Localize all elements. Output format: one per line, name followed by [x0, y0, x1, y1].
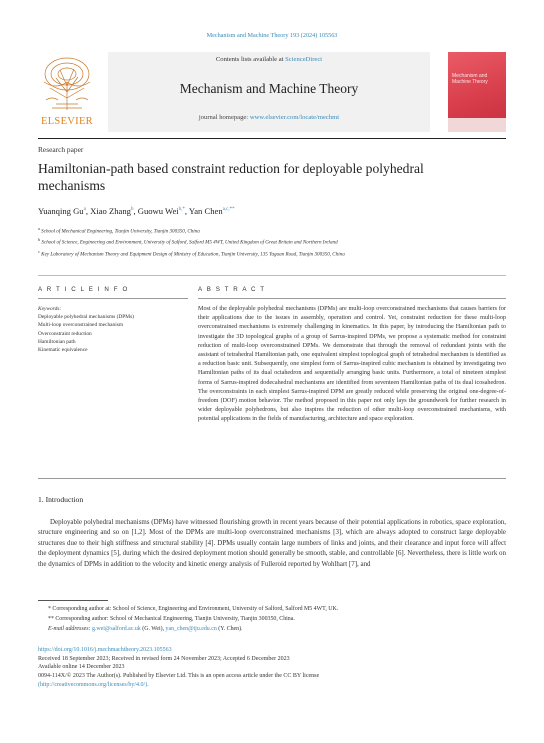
affiliation-marker: a — [38, 226, 40, 231]
author-affil-marker[interactable]: b — [130, 207, 134, 213]
email-owner: (Y. Chen). — [218, 626, 243, 633]
email-owner: (G. Wei), — [142, 626, 165, 633]
affiliations — [38, 225, 488, 259]
elsevier-wordmark: ELSEVIER — [41, 116, 93, 127]
abstract-heading: A B S T R A C T — [198, 286, 266, 293]
affiliation-marker: c — [38, 248, 40, 254]
journal-homepage-line — [108, 114, 430, 121]
author-name[interactable]: Guowu Wei — [137, 206, 179, 216]
abstract-bottom-rule — [38, 478, 506, 479]
doi-link[interactable]: https://doi.org/10.1016/j.mechmachtheory.2023.105563 — [38, 647, 172, 653]
journal-cover-thumbnail[interactable] — [448, 52, 506, 132]
keyword-item: Kinematic equivalence — [38, 347, 88, 354]
keywords-block — [38, 305, 188, 354]
author-name[interactable]: Xiao Zhang — [90, 206, 131, 216]
affiliation-text: School of Science, Engineering and Environment, University of Salford, Salford M5 4WT, United Kingdom of Great Britain and Northern Ireland — [41, 239, 338, 246]
affiliation-item — [38, 248, 488, 259]
abstract-text: Most of the deployable polyhedral mechanisms (DPMs) are multi-loop overconstrained mechanisms that causes barriers for their applications due to the issues in assembly, operation and control. Yet, constraint reduction for these multi-loop overconstrained mechanisms is extremely challenging in kinematics. In this paper, by introducing the Hamiltonian path to investigate the 3D topological graphs of a group of Sarrus-inspired DPMs, we propose a systematic method for constraint reduction of multi-loop overconstrained DPMs. We demonstrate that through the removal of redundant joints with the assistant of tetrahedral Hamiltonian path, one equivalent simplest topological graph of tetrahedral mechanism is identified as a reduction basic unit. Subsequently, one simplest form of Sarrus-inspired cubic mechanism is obtained by investigating two Hamiltonian paths of its dual octahedron and sequentially arranging basic units. Furthermore, a total of nineteen simplest forms of Sarrus-inspired dodecahedral mechanisms are identified from seventeen Hamiltonian paths of its dual icosahedron. The overconstraints in each simplest Sarrus-inspired DPM are greatly reduced while preserving the original one-degree-of-freedom (DOF) motion behavior. The method proposed in this paper not only lays the groundwork for further research in wider deployable polyhedrons, but also inspires the reduction of other multi-loop overconstrained mechanisms, with potential applications in the fields of manufacturing, architecture and space exploration. — [198, 306, 506, 423]
sciencedirect-link[interactable]: ScienceDirect — [285, 56, 323, 63]
title-divider — [38, 275, 506, 276]
footnote-corresponding-2: ** Corresponding author: School of Mechanical Engineering, Tianjin University, Tianjin 300350, China. — [48, 616, 295, 623]
license-link[interactable]: (http://creativecommons.org/licenses/by/4.0/). — [38, 681, 149, 688]
abstract-rule — [198, 298, 506, 299]
masthead-banner — [108, 52, 430, 132]
article-info-rule — [38, 298, 188, 299]
homepage-prefix: journal homepage: — [198, 114, 249, 121]
email-link[interactable]: g.wei@salford.ac.uk — [91, 626, 141, 633]
cover-title: Mechanism and Machine Theory — [452, 73, 488, 85]
cover-band — [448, 118, 506, 132]
author-affil-marker[interactable]: b,* — [178, 207, 185, 213]
article-type: Research paper — [38, 145, 84, 154]
affiliation-text: Key Laboratory of Mechanism Theory and Equipment Design of Ministry of Education, Tianjin University, 135 Yaguan Road, Tianjin 300350, China — [41, 251, 345, 258]
email-link[interactable]: yan_chen@tju.edu.cn — [165, 626, 217, 633]
available-online-date: Available online 14 December 2023 — [38, 664, 125, 671]
author-affil-marker[interactable]: a,c,** — [222, 207, 235, 213]
affiliation-marker: b — [38, 237, 41, 243]
author-name[interactable]: Yan Chen — [188, 206, 223, 216]
affiliation-text: School of Mechanical Engineering, Tianjin University, Tianjin 300350, China — [41, 228, 200, 235]
copyright-line: 0094-114X/© 2023 The Author(s). Published by Elsevier Ltd. This is an open access article under the CC BY license — [38, 673, 320, 680]
keyword-item: Hamiltonian path — [38, 338, 76, 345]
keywords-heading: Keywords: — [38, 306, 62, 312]
footnote-corresponding-1: * Corresponding author at: School of Science, Engineering and Environment, University of Salford, Salford M5 4WT, UK. — [48, 606, 339, 612]
contents-line — [108, 56, 430, 63]
author-list: Yuanqing Gu$^a$, Xiao Zhang$^b$, Guowu Wei$^{b,*}$, Yan Chen$^{a,c,**}$ — [38, 206, 235, 216]
affiliation-item — [38, 236, 488, 247]
keyword-item: Overconstraint reduction — [38, 330, 92, 337]
received-dates: Received 18 September 2023; Received in revised form 24 November 2023; Accepted 6 December 2023 — [38, 655, 290, 662]
elsevier-logo[interactable] — [38, 52, 96, 132]
introduction-paragraph: Deployable polyhedral mechanisms (DPMs) have witnessed flourishing growth in recent years because of their potential applications in robotics, space exploration, structure engineering and so on [1,2]. Most of the DPMs are multi-loop overconstrained mechanisms [3], which are always adopted to construct large deployable structures due to their high stiffness and structural stability [4]. DPMs usually contain large numbers of links and joints, and their clearance and input force will affect the deployment dynamics [5], during which the desired deployment motion should generally be smooth, stable, and controllable [6]. Nevertheless, there is little work on the dynamics of DPMs in addition to the velocity and kinetic energy analysis of Fulleroid reported by Wohlhart [7], and — [38, 518, 506, 568]
homepage-link[interactable]: www.elsevier.com/locate/mechmt — [249, 114, 340, 121]
article-info-heading: A R T I C L E I N F O — [38, 286, 129, 293]
footnote-rule — [38, 600, 108, 601]
masthead-divider — [38, 138, 506, 139]
keyword-item: Deployable polyhedral mechanisms (DPMs) — [38, 314, 134, 321]
masthead — [38, 52, 506, 132]
journal-reference[interactable]: Mechanism and Machine Theory 193 (2024) 105563 — [206, 32, 338, 39]
elsevier-tree-icon — [38, 52, 96, 118]
contents-prefix: Contents lists available at — [215, 56, 284, 63]
author-name[interactable]: Yuanqing Gu — [38, 206, 84, 216]
footnote-emails — [38, 624, 506, 634]
footnotes — [38, 604, 506, 635]
journal-title[interactable]: Mechanism and Machine Theory — [179, 81, 359, 96]
publication-info — [38, 646, 506, 690]
author-affil-marker[interactable]: a — [83, 207, 86, 213]
email-label: E-mail addresses: — [48, 626, 91, 633]
paper-title: Hamiltonian-path based constraint reduction for deployable polyhedral mechanisms — [38, 161, 424, 193]
keyword-item: Multi-loop overconstrained mechanism — [38, 322, 124, 329]
affiliation-item — [38, 225, 488, 236]
section-heading-introduction: 1. Introduction — [38, 495, 84, 504]
